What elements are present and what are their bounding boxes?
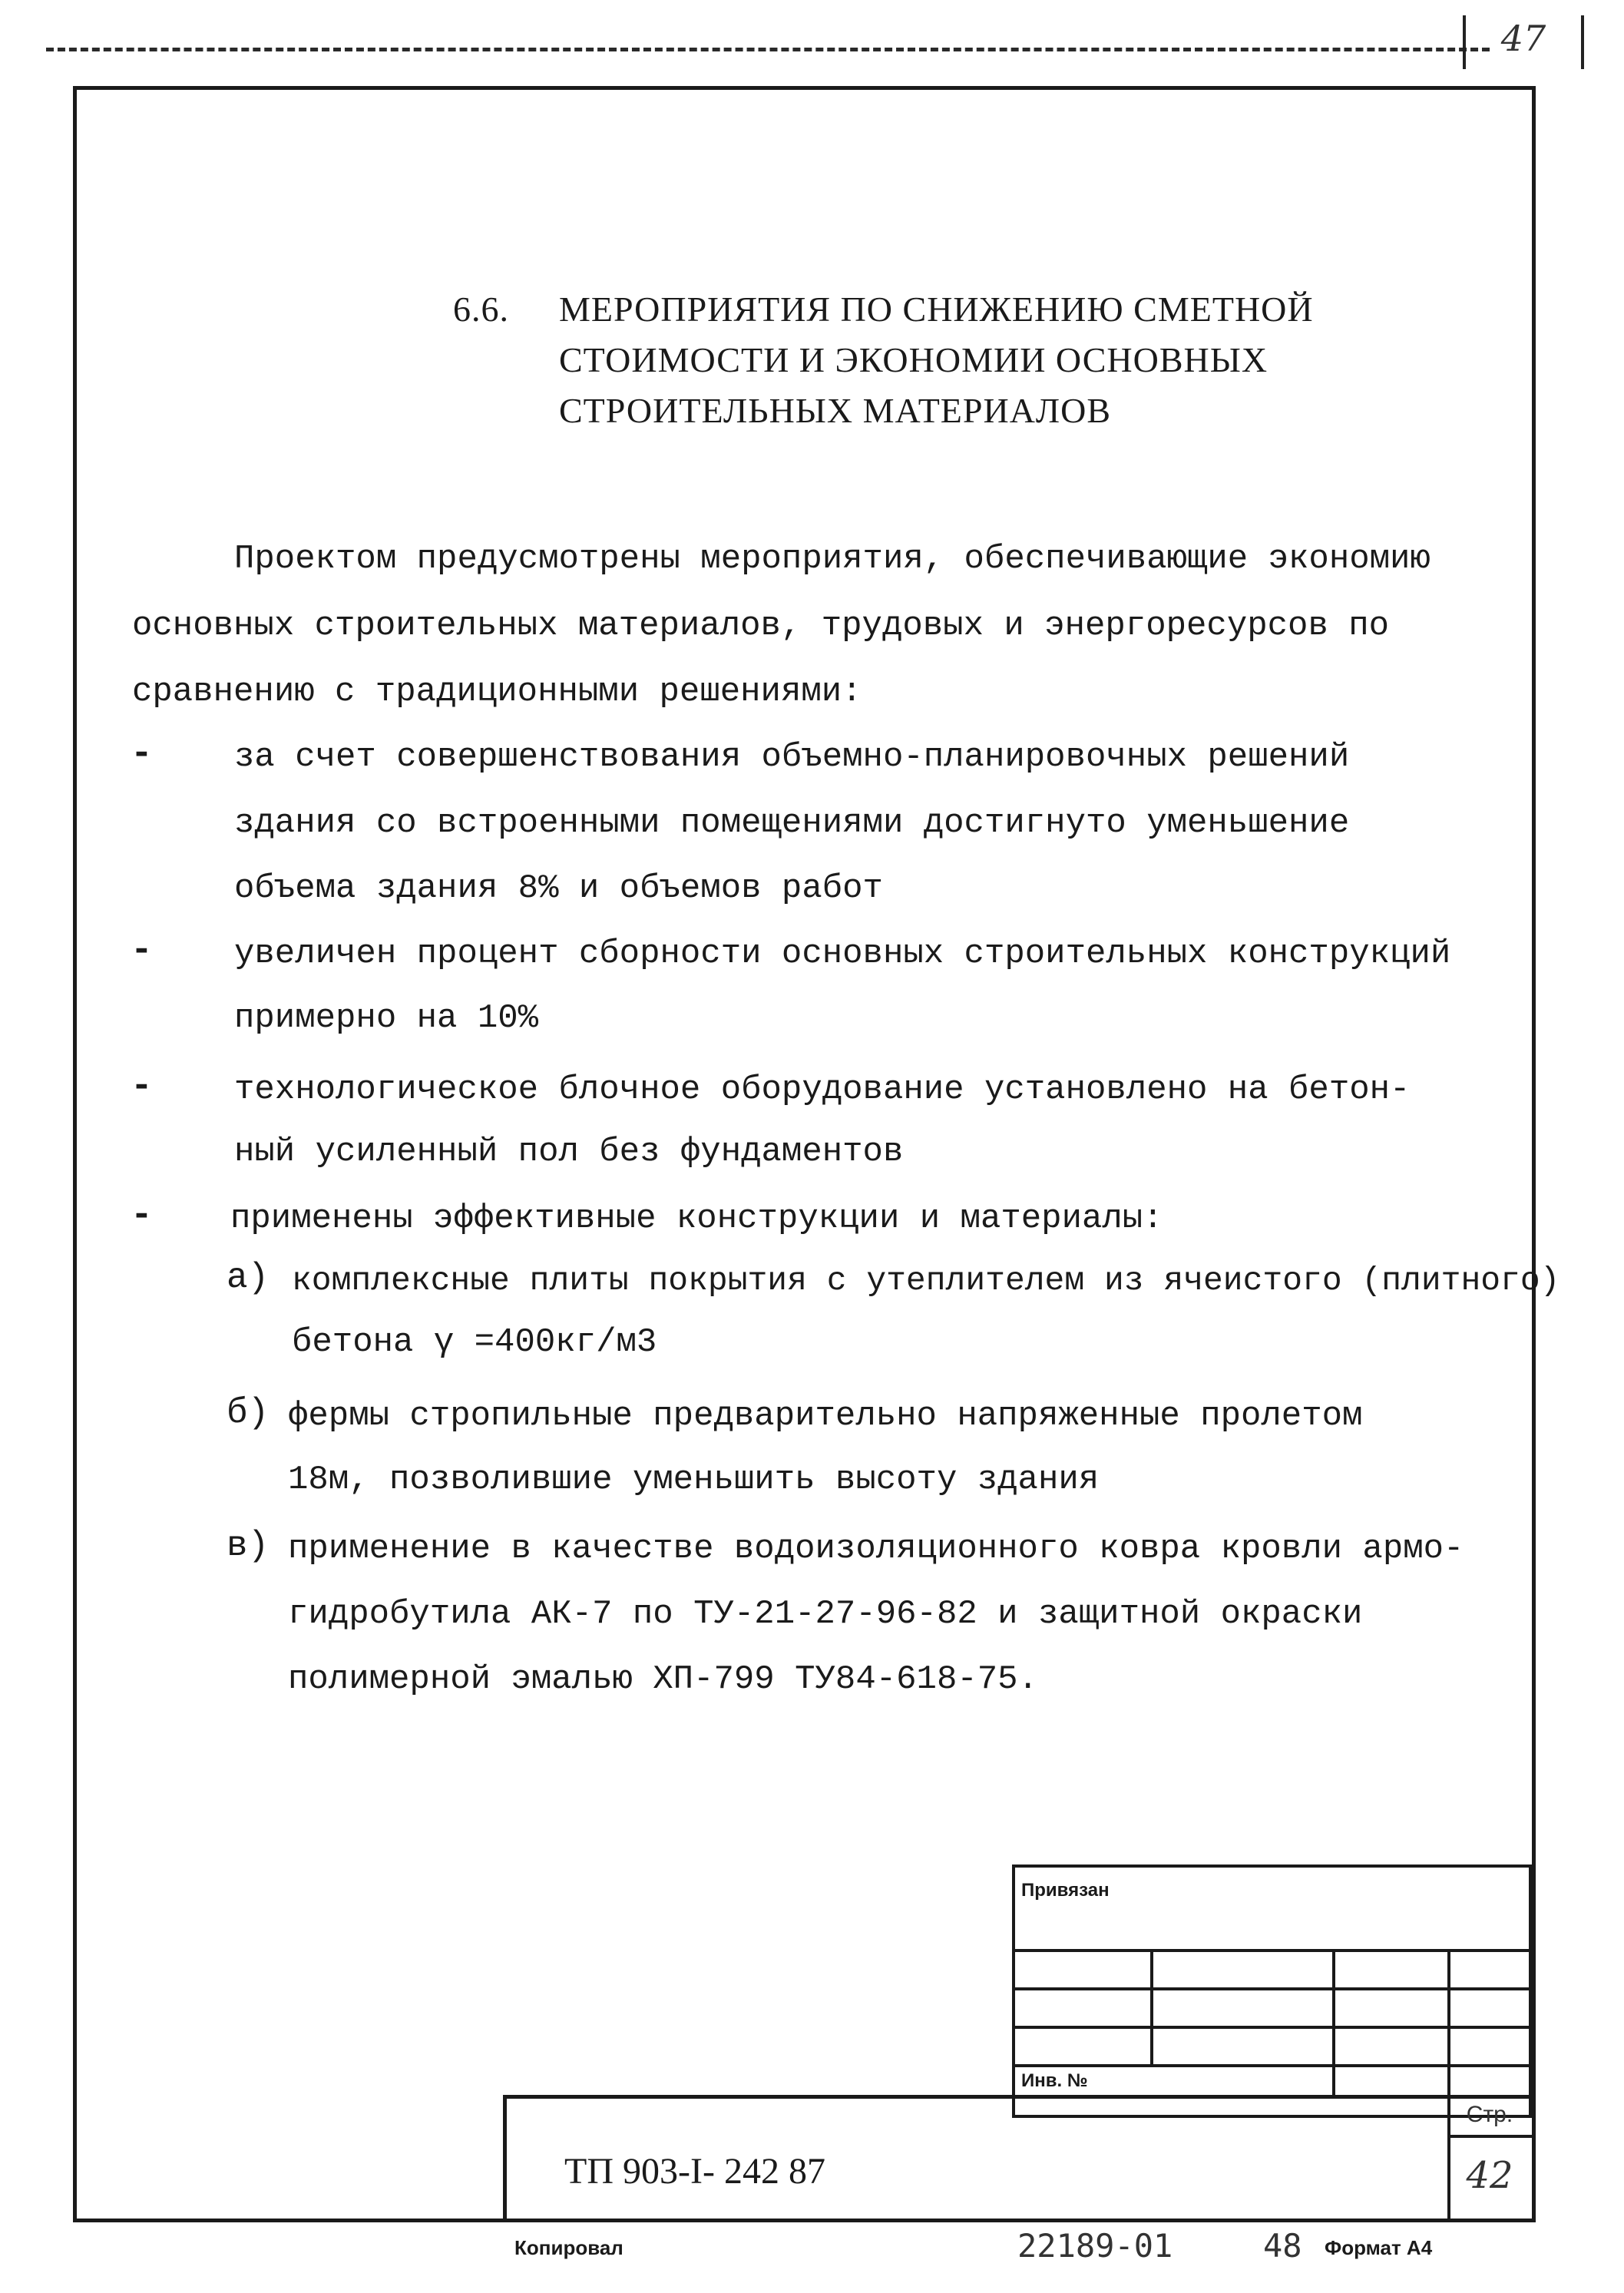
sub-item-a-line-1: комплексные плиты покрытия с утеплителем из ячеистого (плитного) bbox=[292, 1262, 1560, 1299]
stamp-divider bbox=[1447, 1949, 1450, 2095]
sheet-number: 48 bbox=[1263, 2227, 1302, 2265]
inventory-number-label: Инв. № bbox=[1021, 2070, 1088, 2091]
page-label: Стр. bbox=[1466, 2102, 1513, 2127]
sub-item-b-line-1: фермы стропильные предварительно напряженные пролетом bbox=[288, 1397, 1363, 1435]
sub-item-a-line-2: бетона γ =400кг/м3 bbox=[292, 1323, 657, 1362]
format-label: Формат А4 bbox=[1325, 2236, 1433, 2259]
bullet-1-line-1: за счет совершенствования объемно-планировочных решений bbox=[234, 738, 1350, 776]
document-code: ТП 903-I- 242 87 bbox=[564, 2151, 825, 2192]
heading-line-1 bbox=[453, 284, 1314, 335]
bullet-3-line-1: технологическое блочное оборудование установлено на бетон- bbox=[234, 1070, 1411, 1109]
heading-text-1: МЕРОПРИЯТИЯ ПО СНИЖЕНИЮ СМЕТНОЙ bbox=[559, 290, 1314, 329]
bullet-2-line-1: увеличен процент сборности основных строительных конструкций bbox=[234, 935, 1451, 973]
section-heading bbox=[453, 284, 1314, 436]
page-cell-rule bbox=[1447, 2135, 1532, 2138]
heading-line-2: СТОИМОСТИ И ЭКОНОМИИ ОСНОВНЫХ bbox=[559, 340, 1268, 379]
intro-line-3: сравнению с традиционными решениями: bbox=[132, 673, 862, 711]
attachment-stamp bbox=[1012, 1865, 1532, 2118]
bullet-marker: - bbox=[131, 1195, 153, 1236]
sub-item-letter: в) bbox=[227, 1526, 270, 1566]
bullet-marker: - bbox=[131, 930, 153, 971]
intro-line-1: Проектом предусмотрены мероприятия, обеспечивающие экономию bbox=[234, 540, 1431, 578]
stamp-rule bbox=[1012, 2064, 1532, 2067]
heading-line-3: СТРОИТЕЛЬНЫХ МАТЕРИАЛОВ bbox=[559, 391, 1112, 430]
attached-label: Привязан bbox=[1021, 1880, 1110, 1901]
bullet-3-line-2: ный усиленный пол без фундаментов bbox=[234, 1133, 904, 1171]
bullet-1-line-2: здания со встроенными помещениями достигнуто уменьшение bbox=[234, 804, 1350, 842]
sub-item-c-line-2: гидробутила АК-7 по ТУ-21-27-96-82 и защитной окраски bbox=[288, 1595, 1363, 1633]
top-dashed-line bbox=[46, 48, 1490, 51]
stamp-rule bbox=[1012, 1987, 1532, 1990]
page-number: 42 bbox=[1466, 2154, 1513, 2197]
corner-page-number: 47 bbox=[1463, 15, 1584, 69]
bullet-marker: - bbox=[131, 733, 153, 775]
sub-item-letter: б) bbox=[227, 1393, 270, 1433]
sub-item-letter: а) bbox=[227, 1258, 270, 1298]
stamp-divider bbox=[1150, 1949, 1153, 2064]
bullet-4-line-1: применены эффективные конструкции и материалы: bbox=[230, 1199, 1163, 1238]
order-number: 22189-01 bbox=[1017, 2227, 1173, 2265]
copied-by-label: Копировал bbox=[514, 2236, 623, 2259]
stamp-rule bbox=[1012, 2026, 1532, 2029]
bullet-marker: - bbox=[131, 1066, 153, 1107]
sub-item-c-line-1: применение в качестве водоизоляционного ковра кровли армо- bbox=[288, 1530, 1464, 1568]
stamp-rule bbox=[1012, 1949, 1532, 1952]
intro-line-2: основных строительных материалов, трудовых и энергоресурсов по bbox=[132, 607, 1390, 645]
heading-number: 6.6. bbox=[453, 290, 509, 329]
bullet-1-line-3: объема здания 8% и объемов работ bbox=[234, 869, 883, 908]
sub-item-b-line-2: 18м, позволившие уменьшить высоту здания bbox=[288, 1461, 1100, 1499]
sub-item-c-line-3: полимерной эмалью ХП-799 ТУ84-618-75. bbox=[288, 1660, 1038, 1699]
stamp-divider bbox=[1332, 1949, 1335, 2095]
bullet-2-line-2: примерно на 10% bbox=[234, 999, 539, 1037]
